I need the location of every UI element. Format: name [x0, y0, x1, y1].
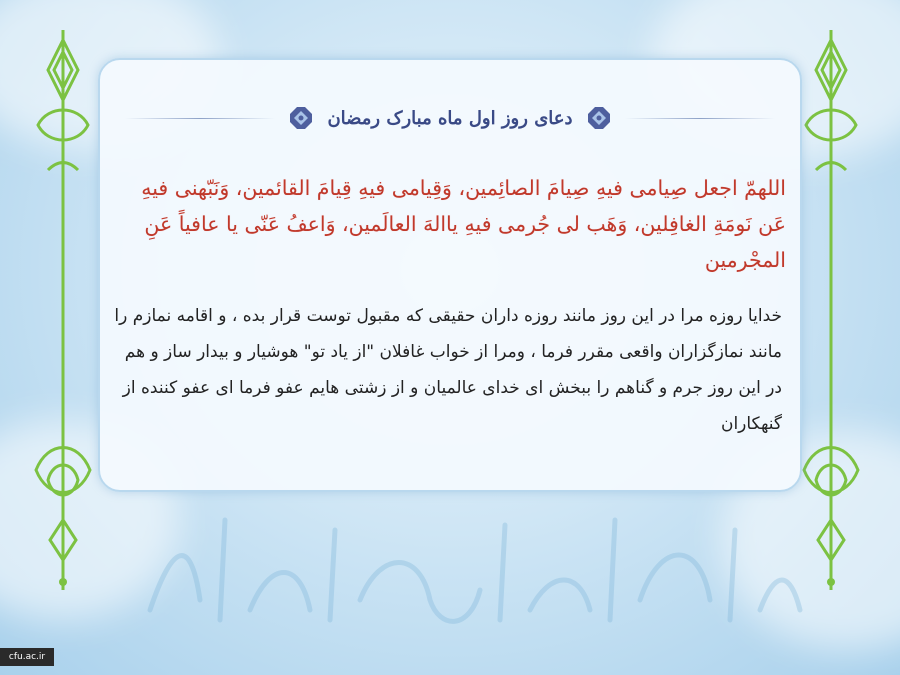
prayer-card	[98, 58, 802, 492]
title-row	[100, 100, 800, 136]
left-pillar-icon	[28, 30, 98, 590]
right-pillar-icon	[796, 30, 866, 590]
site-logo: cfu.ac.ir	[0, 648, 54, 666]
page-title: دعای روز اول ماه مبارک رمضان	[327, 107, 573, 129]
octagon-ornament-icon	[289, 106, 313, 130]
title-divider-right	[625, 118, 775, 119]
arabic-prayer-text: اللهمّ اجعل صِیامی فیهِ صِیامَ الصائِمین، وَقِیامی فیهِ قِیامَ القائمین، وَنَبّهنی فیهِ عَن نَومَةِ الغافِلین، وَهَب لی جُرمی فیهِ یاالهَ العالَمین، وَاعفُ عَنّی یا عافیاً عَنِ المجْرمین	[141, 176, 786, 272]
calligraphy-watermark	[130, 490, 810, 640]
persian-translation-text: خدایا روزه مرا در این روز مانند روزه داران حقیقی که مقبول توست قرار بده ، و اقامه نمازم را مانند نمازگزاران واقعی مقرر فرما ، ومرا از خواب غافلان "از یاد تو" هوشیار و بیدار ساز و هم در این روز جرم و گناهم را ببخش ای خدای عالمیان و از زشتی هایم عفو فرما ای عفو کننده از گنهکاران	[114, 306, 782, 434]
title-divider-left	[125, 118, 275, 119]
octagon-ornament-icon	[587, 106, 611, 130]
